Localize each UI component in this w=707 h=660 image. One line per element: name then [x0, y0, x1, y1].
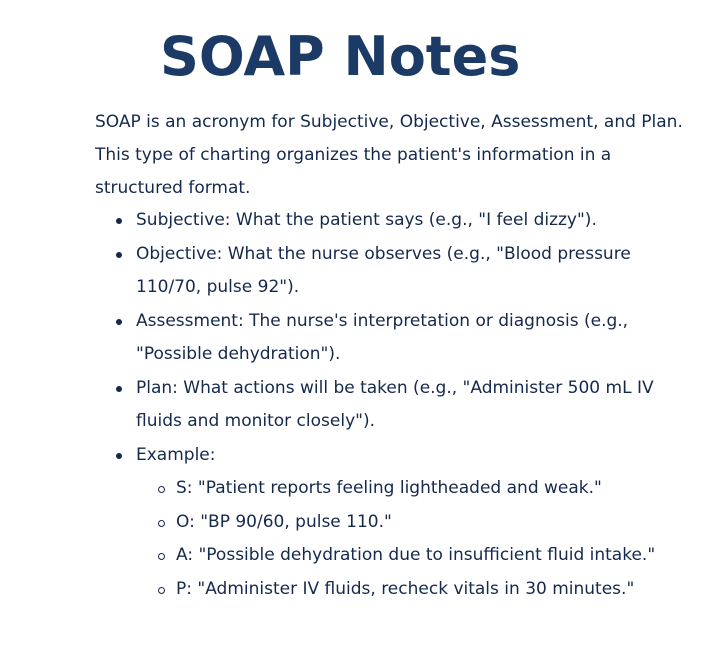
bullet-icon [116, 218, 122, 224]
item-label: Plan: [136, 377, 178, 398]
example-item-s [158, 472, 687, 506]
example-item-o [158, 506, 687, 540]
hollow-bullet-icon [158, 587, 165, 594]
example-label: O: [176, 511, 195, 532]
list-item-assessment [112, 305, 687, 372]
item-label: Objective: [136, 243, 223, 264]
example-text: "BP 90/60, pulse 110." [194, 511, 392, 532]
example-item-p [158, 573, 687, 607]
hollow-bullet-icon [158, 520, 165, 527]
bullet-icon [116, 453, 122, 459]
example-label: A: [176, 545, 194, 565]
intro-paragraph: SOAP is an acronym for Subjective, Objective, Assessment, and Plan. This type of charting organizes the patient's information in a structured format. [95, 112, 683, 198]
example-label: S: [176, 478, 193, 498]
list-item-example [112, 439, 687, 607]
example-text: "Administer IV fluids, recheck vitals in 30 minutes." [191, 578, 635, 599]
bullet-icon [116, 252, 122, 258]
list-item-subjective [112, 204, 687, 238]
item-text: The nurse's interpretation or diagnosis (e.g., "Possible dehydration"). [136, 310, 629, 364]
item-text: What the nurse observes (e.g., "Blood pressure 110/70, pulse 92"). [136, 243, 631, 297]
bullet-icon [116, 319, 122, 325]
list-item-plan [112, 372, 687, 439]
example-text: "Possible dehydration due to insufficient fluid intake." [193, 545, 656, 565]
bullet-icon [116, 386, 122, 392]
item-label: Subjective: [136, 210, 231, 230]
list-item-objective [112, 238, 687, 305]
example-list [158, 472, 687, 606]
item-label: Example: [136, 444, 216, 465]
hollow-bullet-icon [158, 486, 165, 493]
item-label: Assessment: [136, 310, 244, 331]
example-label: P: [176, 578, 192, 599]
soap-components-list [112, 204, 687, 606]
page-title: SOAP Notes [160, 25, 521, 88]
example-text: "Patient reports feeling lightheaded and weak." [192, 478, 602, 498]
hollow-bullet-icon [158, 553, 165, 560]
item-text: What actions will be taken (e.g., "Administer 500 mL IV fluids and monitor closely"). [136, 377, 654, 431]
item-text: What the patient says (e.g., "I feel dizzy"). [230, 210, 597, 230]
example-item-a [158, 539, 687, 573]
